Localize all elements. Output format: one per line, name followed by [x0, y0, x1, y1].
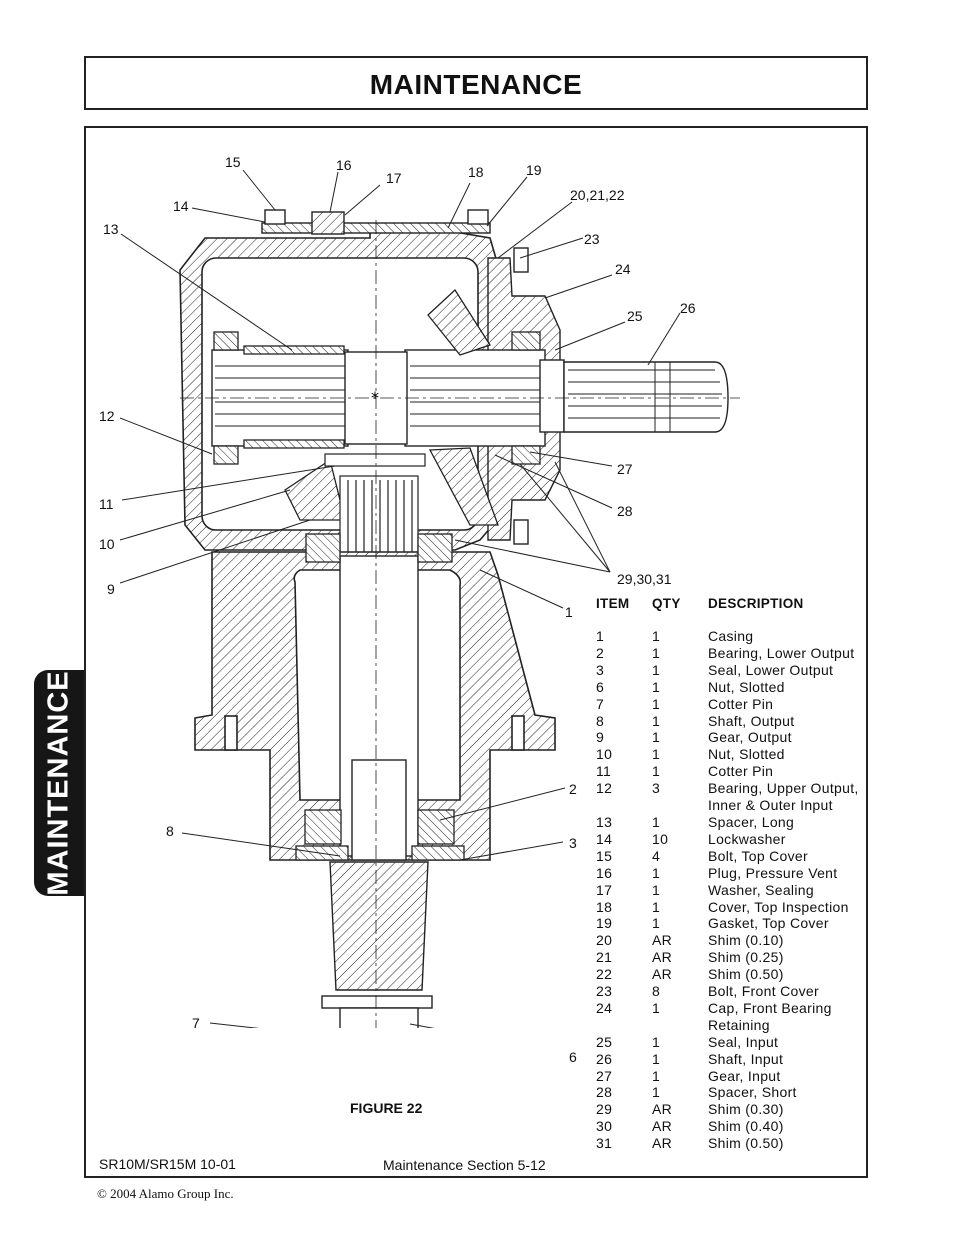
item-cell: 31: [596, 1135, 613, 1152]
table-row: [593, 746, 878, 763]
item-cell: 12: [596, 780, 613, 797]
item-cell: 23: [596, 983, 613, 1000]
callout-3: 3: [569, 835, 577, 851]
qty-cell: 1: [652, 628, 661, 644]
callout-12: 12: [99, 408, 115, 424]
callout-1: 1: [565, 604, 573, 620]
qty-cell: 1: [652, 915, 661, 932]
qty-cell: 1: [652, 1050, 661, 1067]
callout-13: 13: [103, 221, 119, 237]
item-cell: 26: [596, 1050, 613, 1067]
description-cell: Shaft, Input: [708, 1050, 784, 1067]
description-cell: Gasket, Top Cover: [708, 915, 829, 932]
qty-cell: [652, 797, 708, 814]
table-row: [593, 1051, 878, 1068]
item-cell: 16: [596, 864, 613, 881]
item-cell: 2: [596, 644, 605, 661]
table-header-description: DESCRIPTION: [708, 596, 804, 611]
callout-2: 2: [569, 781, 577, 797]
callout-18: 18: [468, 164, 484, 180]
description-cell: Seal, Input: [708, 1033, 779, 1050]
table-header-qty: QTY: [652, 596, 681, 611]
table-row: [593, 662, 878, 679]
item-cell: 13: [596, 813, 613, 830]
callout-24: 24: [615, 261, 631, 277]
item-cell: 30: [596, 1118, 613, 1135]
description-cell: Seal, Lower Output: [708, 661, 834, 678]
callout-28: 28: [617, 503, 633, 519]
qty-cell: 8: [652, 983, 661, 1000]
center-mark: *: [371, 388, 379, 407]
figure-label: FIGURE 22: [350, 1100, 423, 1116]
table-row: [593, 645, 878, 662]
table-row: [593, 966, 878, 983]
description-cell: Retaining: [708, 1016, 770, 1033]
item-cell: 11: [596, 763, 612, 780]
qty-cell: [652, 1017, 708, 1034]
item-cell: 7: [596, 695, 605, 712]
callout-11: 11: [99, 496, 114, 512]
parts-list-table: [593, 628, 878, 1152]
copyright: © 2004 Alamo Group Inc.: [97, 1186, 234, 1201]
table-row: [593, 696, 878, 713]
item-cell: 22: [596, 966, 613, 983]
description-cell: Cotter Pin: [708, 763, 774, 780]
description-cell: Shim (0.50): [708, 966, 784, 983]
footer-model: SR10M/SR15M 10-01: [99, 1156, 236, 1172]
table-row: [593, 713, 878, 730]
qty-cell: 1: [652, 712, 661, 729]
description-cell: Cover, Top Inspection: [708, 898, 849, 915]
table-row: [593, 899, 878, 916]
qty-cell: 1: [652, 1033, 661, 1050]
description-cell: Shim (0.25): [708, 949, 784, 966]
description-cell: Bearing, Upper Output,: [708, 780, 859, 797]
callout-8: 8: [166, 823, 174, 839]
qty-cell: 1: [652, 1084, 661, 1101]
callout-9: 9: [107, 581, 115, 597]
callout-27: 27: [617, 461, 633, 477]
table-row: [593, 628, 878, 645]
description-cell: Washer, Sealing: [708, 881, 814, 898]
qty-cell: 1: [652, 1067, 661, 1084]
item-cell: 3: [596, 661, 605, 678]
callout-23: 23: [584, 231, 600, 247]
table-row: [593, 1034, 878, 1051]
table-row: [593, 865, 878, 882]
qty-cell: 1: [652, 746, 661, 763]
description-cell: Shim (0.30): [708, 1101, 784, 1118]
description-cell: Spacer, Long: [708, 813, 795, 830]
item-cell: 20: [596, 932, 613, 949]
qty-cell: 4: [652, 847, 661, 864]
page-title: MAINTENANCE: [369, 69, 583, 100]
description-cell: Cotter Pin: [708, 695, 774, 712]
qty-cell: AR: [652, 949, 673, 966]
qty-cell: 1: [652, 695, 661, 712]
item-cell: 18: [596, 898, 613, 915]
callout-26: 26: [680, 300, 696, 316]
description-cell: Nut, Slotted: [708, 746, 785, 763]
table-row: [593, 763, 878, 780]
table-row: [593, 1135, 878, 1152]
callout-7: 7: [192, 1015, 200, 1031]
qty-cell: 10: [652, 830, 669, 847]
description-cell: Plug, Pressure Vent: [708, 864, 838, 881]
description-cell: Bolt, Top Cover: [708, 847, 808, 864]
table-row: [593, 1101, 878, 1118]
item-cell: 14: [596, 830, 613, 847]
item-cell: 6: [596, 678, 605, 695]
qty-cell: 1: [652, 881, 661, 898]
table-row: [593, 831, 878, 848]
table-row: [593, 780, 878, 797]
item-cell: 21: [596, 949, 613, 966]
qty-cell: AR: [652, 932, 673, 949]
table-header-item: ITEM: [596, 596, 630, 611]
item-cell: 24: [596, 999, 613, 1016]
callout-10: 10: [99, 536, 115, 552]
table-row: [593, 949, 878, 966]
callout-17: 17: [386, 170, 402, 186]
qty-cell: 1: [652, 644, 661, 661]
item-cell: 28: [596, 1084, 613, 1101]
item-cell: 29: [596, 1101, 613, 1118]
qty-cell: AR: [652, 1101, 673, 1118]
description-cell: Bolt, Front Cover: [708, 983, 819, 1000]
description-cell: Shim (0.50): [708, 1135, 784, 1152]
description-cell: Casing: [708, 628, 754, 644]
description-cell: Shim (0.40): [708, 1118, 784, 1135]
qty-cell: 1: [652, 661, 661, 678]
description-cell: Gear, Output: [708, 729, 792, 746]
description-cell: Gear, Input: [708, 1067, 781, 1084]
table-row: [593, 1017, 878, 1034]
callout-29-30-31: 29,30,31: [617, 571, 672, 587]
table-row: [593, 848, 878, 865]
table-row: [593, 1084, 878, 1101]
callout-15: 15: [225, 154, 241, 170]
qty-cell: 1: [652, 898, 661, 915]
header-box: [84, 56, 868, 110]
table-row: [593, 679, 878, 696]
table-row: [593, 1068, 878, 1085]
qty-cell: AR: [652, 1135, 673, 1152]
qty-cell: 1: [652, 729, 661, 746]
description-cell: Spacer, Short: [708, 1084, 797, 1101]
qty-cell: AR: [652, 966, 673, 983]
qty-cell: 1: [652, 864, 661, 881]
item-cell: 19: [596, 915, 613, 932]
description-cell: Bearing, Lower Output: [708, 644, 855, 661]
qty-cell: 1: [652, 999, 661, 1016]
callout-20-21-22: 20,21,22: [570, 187, 625, 203]
item-cell: 10: [596, 746, 613, 763]
callout-25: 25: [627, 308, 643, 324]
qty-cell: 1: [652, 763, 661, 780]
item-cell: 9: [596, 729, 605, 746]
description-cell: Lockwasher: [708, 830, 786, 847]
description-cell: Cap, Front Bearing: [708, 999, 832, 1016]
callout-16: 16: [336, 157, 352, 173]
table-row: [593, 882, 878, 899]
item-cell: [593, 797, 652, 814]
table-row: [593, 797, 878, 814]
callout-6: 6: [569, 1049, 577, 1065]
qty-cell: 1: [652, 678, 661, 695]
table-row: [593, 915, 878, 932]
item-cell: 15: [596, 847, 613, 864]
description-cell: Inner & Outer Input: [708, 797, 833, 814]
qty-cell: AR: [652, 1118, 673, 1135]
callout-14: 14: [173, 198, 189, 214]
item-cell: 17: [596, 881, 613, 898]
description-cell: Shim (0.10): [708, 932, 784, 949]
table-row: [593, 814, 878, 831]
qty-cell: 1: [652, 813, 661, 830]
table-row: [593, 932, 878, 949]
table-row: [593, 729, 878, 746]
item-cell: [593, 1017, 652, 1034]
item-cell: 1: [596, 628, 605, 644]
item-cell: 27: [596, 1067, 613, 1084]
footer-section: Maintenance Section 5-12: [383, 1157, 546, 1173]
item-cell: 25: [596, 1033, 613, 1050]
table-row: [593, 1118, 878, 1135]
item-cell: 8: [596, 712, 605, 729]
table-row: [593, 1000, 878, 1017]
callout-19: 19: [526, 162, 542, 178]
description-cell: Nut, Slotted: [708, 678, 785, 695]
description-cell: Shaft, Output: [708, 712, 795, 729]
qty-cell: 3: [652, 780, 661, 797]
table-row: [593, 983, 878, 1000]
side-tab-label: MAINTENANCE: [42, 670, 75, 896]
